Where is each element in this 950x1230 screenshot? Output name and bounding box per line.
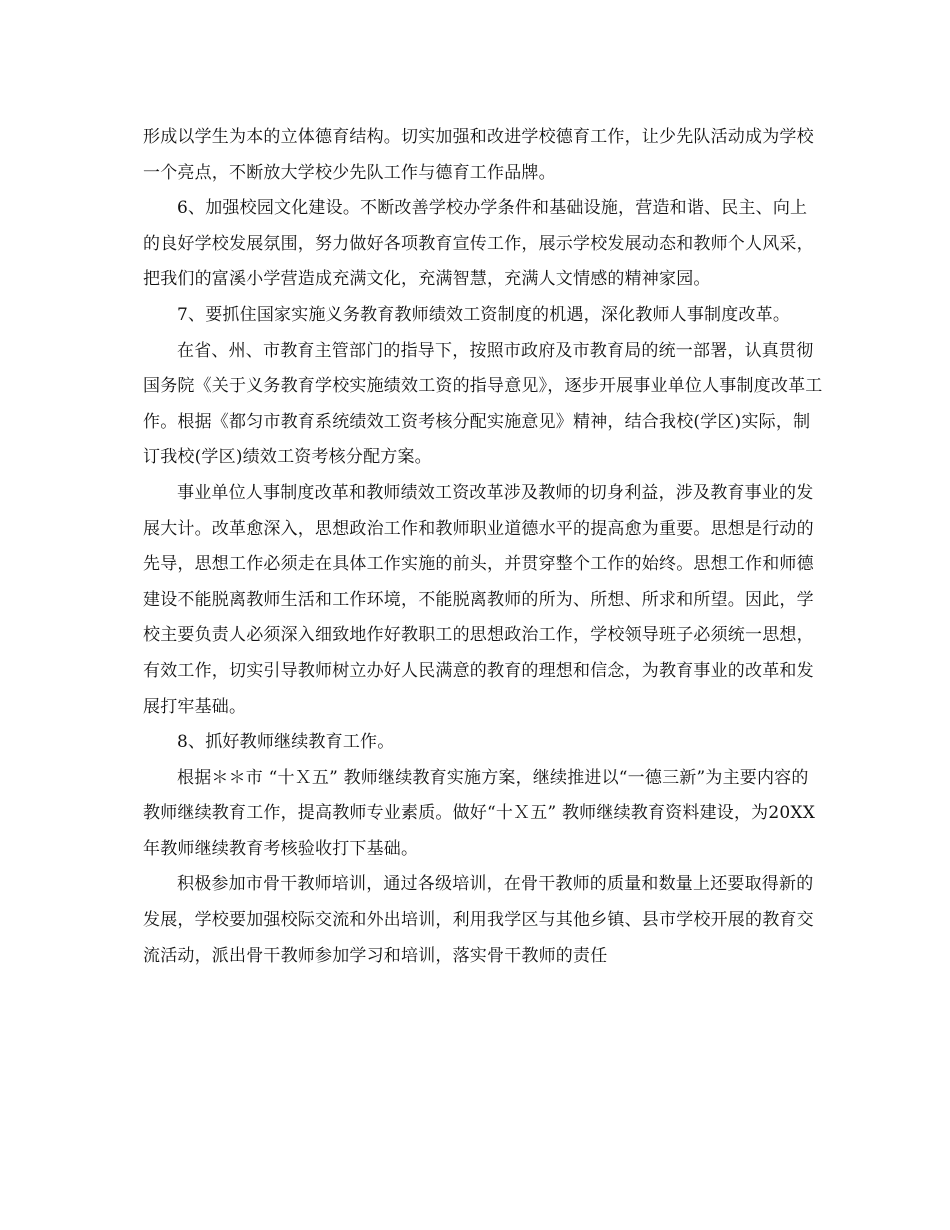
paragraph-4: 在省、州、市教育主管部门的指导下，按照市政府及市教育局的统一部署，认真贯彻国务院《关于义务教育学校实施绩效工资的指导意见》，逐步开展事业单位人事制度改革工作。根据《都匀市教育系统绩效工资考核分配实施意见》精神，结合我校(学区)实际，制订我校(学区)绩效工资考核分配方案。 [143, 340, 823, 468]
paragraph-7: 根据＊＊市 “十Ｘ五” 教师继续教育实施方案，继续推进以“一德三新”为主要内容的教师继续教育工作，提高教师专业素质。做好“十Ｘ五” 教师继续教育资料建设，为20XX年教师继续教育考核验收打下基础。 [143, 767, 816, 859]
document-body [143, 120, 823, 974]
paragraph-2: 6、加强校园文化建设。不断改善学校办学条件和基础设施，营造和谐、民主、向上的良好学校发展氛围，努力做好各项教育宣传工作，展示学校发展动态和教师个人风采，把我们的富溪小学营造成充满文化，充满智慧，充满人文情感的精神家园。 [143, 198, 814, 290]
paragraph-5: 事业单位人事制度改革和教师绩效工资改革涉及教师的切身利益，涉及教育事业的发展大计。改革愈深入，思想政治工作和教师职业道德水平的提高愈为重要。思想是行动的先导，思想工作必须走在具体工作实施的前头，并贯穿整个工作的始终。思想工作和师德建设不能脱离教师生活和工作环境，不能脱离教师的所为、所想、所求和所望。因此，学校主要负责人必须深入细致地作好教职工的思想政治工作，学校领导班子必须统一思想，有效工作，切实引导教师树立办好人民满意的教育的理想和信念，为教育事业的改革和发展打牢基础。 [143, 482, 814, 717]
paragraph-3: 7、要抓住国家实施义务教育教师绩效工资制度的机遇，深化教师人事制度改革。 [177, 304, 791, 325]
paragraph-8: 积极参加市骨干教师培训，通过各级培训，在骨干教师的质量和数量上还要取得新的发展，学校要加强校际交流和外出培训，利用我学区与其他乡镇、县市学校开展的教育交流活动，派出骨干教师参加学习和培训，落实骨干教师的责任 [143, 874, 814, 966]
paragraph-1: 形成以学生为本的立体德育结构。切实加强和改进学校德育工作，让少先队活动成为学校一个亮点，不断放大学校少先队工作与德育工作品牌。 [143, 127, 814, 183]
paragraph-6: 8、抓好教师继续教育工作。 [177, 732, 395, 753]
